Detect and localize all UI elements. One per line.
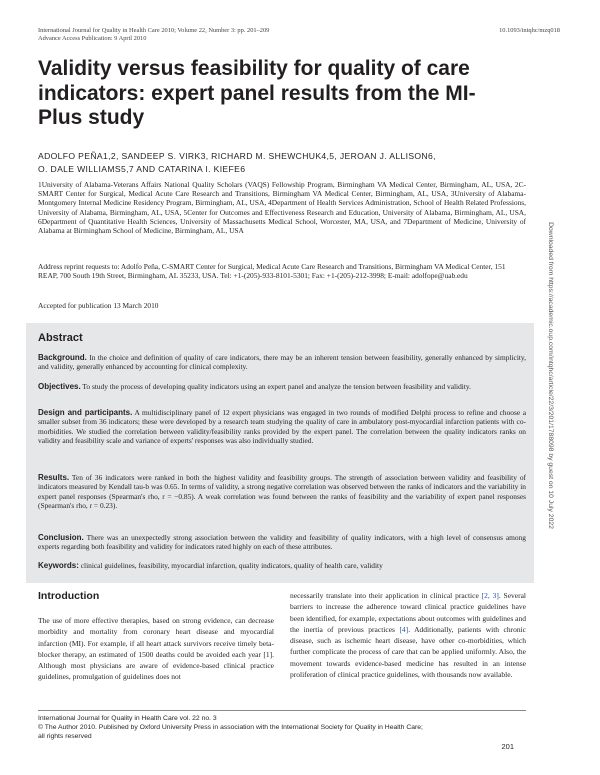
design-text: A multidisciplinary panel of 12 expert physicians was engaged in two rounds of modified Delphi process to refine and choose a smaller subset from 36 indicators; these were developed by a research team studying the quality of care in ambulatory post-myocardial infarction patients with co-morbidities. We studied the correlation between validity/feasibility ranks provided by the expert panel. The correlation between the quality indicators ranks on validity and feasibility scale and variance of experts' responses was also individually studied. xyxy=(38,408,526,445)
introduction-left-column: The use of more effective therapies, based on strong evidence, can decrease morbidity and mortality from coronary heart disease and myocardial infarction (MI). For example, if all heart attack survivors receive timely beta-blocker therapy, an estimated of 1500 deaths could be avoided each year [1]. Although most physicians are aware of evidence-based clinical practice guidelines, promulgation of guidelines does not xyxy=(38,616,274,682)
author-line-1: ADOLFO PEÑA1,2, SANDEEP S. VIRK3, RICHARD M. SHEWCHUK4,5, JEROAN J. ALLISON6, xyxy=(38,151,436,161)
abstract-objectives xyxy=(38,382,526,391)
abstract-design xyxy=(38,408,526,445)
conclusion-text: There was an unexpectedly strong association between the validity and feasibility of quality indicators, with a high level of consensus among experts regarding both feasibility and validity for indicators rated highly on each of these attributes. xyxy=(38,533,526,552)
footer-divider xyxy=(38,710,526,711)
doi[interactable]: 10.1093/intqhc/mzq018 xyxy=(499,27,560,34)
objectives-label: Objectives. xyxy=(38,382,81,391)
conclusion-label: Conclusion. xyxy=(38,533,84,542)
objectives-text: To study the process of developing quality indicators using an expert panel and analyze the tension between feasibility and validity. xyxy=(82,382,471,391)
reprint-address: Address reprint requests to: Adolfo Peña, C-SMART Center for Surgical, Medical Acute Care Research and Transitions, Birmingham VA Medical Center, 151 REAP, 700 South 19th Street, Birmingham, AL 35233, USA. Tel: +1-(205)-933-8101-5301; Fax: +1-(205)-212-3998; E-mail: adolfope@uab.edu xyxy=(38,262,506,281)
intro-right-text-a: necessarily translate into their application in clinical practice xyxy=(290,591,479,600)
keywords-text: clinical guidelines, feasibility, myocardial infarction, quality indicators, quality of health care, validity xyxy=(80,561,383,570)
footer-journal: International Journal for Quality in Health Care vol. 22 no. 3 xyxy=(38,715,217,722)
introduction-right-column xyxy=(290,590,526,680)
page-footer xyxy=(38,715,423,741)
citation-link[interactable]: [2, 3] xyxy=(481,591,499,600)
intro-right-text-b: . Several barriers to increase the adherence toward clinical practice guidelines have been identified, for example, expectations about outcomes with guidelines and the inertia of previous practices xyxy=(290,591,527,634)
citation-link[interactable]: [4] xyxy=(399,624,409,634)
abstract-keywords xyxy=(38,561,526,570)
journal-header xyxy=(38,27,269,44)
abstract-background xyxy=(38,353,526,372)
intro-right-text-c: . Additionally, patients with chronic disease, such as ischemic heart disease, have other co-morbidities, which further complicate the process of care that can be applied uniformly. Also, the movement towards evidence-based medicine has resulted in an intense proliferation of clinical practice guidelines, with thousands now available. xyxy=(290,624,527,680)
introduction-heading: Introduction xyxy=(38,590,100,602)
background-text: In the choice and definition of quality of care indicators, there may be an inherent tension between feasibility, generally enhanced by simplicity, and validity, generally enhanced by accounting for clinical complexity. xyxy=(38,353,526,372)
journal-line: International Journal for Quality in Health Care 2010; Volume 22, Number 3: pp. 201–209 xyxy=(38,27,270,34)
design-label: Design and participants. xyxy=(38,408,133,417)
article-title: Validity versus feasibility for quality of care indicators: expert panel results from the MI-Plus study xyxy=(38,57,476,129)
background-label: Background. xyxy=(38,353,87,362)
download-note: Downloaded from https://academic.oup.com/intqhc/article/22/3/201/1788098 by guest on 10 July 2022 xyxy=(547,222,555,529)
abstract-conclusion xyxy=(38,533,526,552)
accepted-date: Accepted for publication 13 March 2010 xyxy=(38,301,159,310)
abstract-results xyxy=(38,473,526,510)
page-number: 201 xyxy=(501,742,514,751)
abstract-heading: Abstract xyxy=(38,332,83,344)
author-list xyxy=(38,150,478,175)
results-text: Ten of 36 indicators were ranked in both the highest validity and feasibility groups. The strength of association between validity and feasibility of indicators measured by Kendall tau-b was 0.65. In terms of validity, a strong negative correlation was observed between the ranks of indicators and the variability in expert panel responses (Spearman's rho, r = −0.85). A weak correlation was found between the ranks of feasibility and the variability of expert panel responses (Spearman's rho, r = 0.23). xyxy=(38,473,526,510)
footer-copyright: © The Author 2010. Published by Oxford University Press in association with the International Society for Quality in Health Care; xyxy=(38,723,423,731)
affiliations: 1University of Alabama-Veterans Affairs National Quality Scholars (VAQS) Fellowship Program, Birmingham VA Medical Center, Birmingham, AL, USA, 2C-SMART Center for Surgical, Medical Acute Care Research and Transitions, Birmingham VA Medical Center, Birmingham, AL, USA, 3University of Alabama-Montgomery Internal Medicine Residency Program, Birmingham, AL, USA, 4Department of Health Services Administration, School of Health Related Professions, University of Alabama, Birmingham, AL, USA, 5Center for Outcomes and Effectiveness Research and Education, University of Alabama, Birmingham, AL, USA, 6Department of Quantitative Health Sciences, University of Massachusetts Medical School, Worcester, MA, USA, and 7Department of Medicine, University of Alabama at Birmingham School of Medicine, Birmingham, AL, USA xyxy=(38,180,526,236)
advance-access-line: Advance Access Publication: 9 April 2010 xyxy=(38,35,147,43)
keywords-label: Keywords: xyxy=(38,561,79,570)
footer-rights: all rights reserved xyxy=(38,732,92,740)
results-label: Results. xyxy=(38,473,70,482)
author-line-2: O. DALE WILLIAMS5,7 AND CATARINA I. KIEFE6 xyxy=(38,163,246,174)
